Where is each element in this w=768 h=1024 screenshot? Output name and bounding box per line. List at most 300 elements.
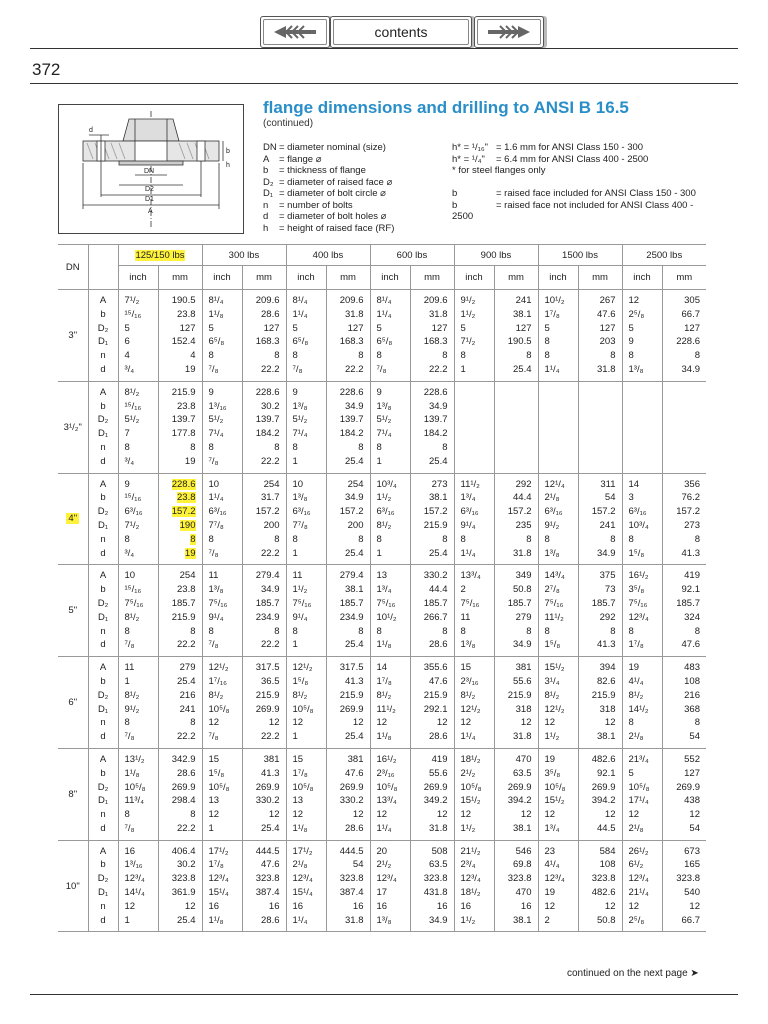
inch-cell: ³/₄ xyxy=(124,363,135,375)
inch-cell: ⁷/₈ xyxy=(208,731,219,743)
mm-value: 330.2 xyxy=(423,570,448,582)
mm-value: 41.3 xyxy=(597,639,616,651)
mm-cell xyxy=(411,858,448,872)
mm-cell xyxy=(663,569,701,583)
inch-cell: 2⁷/₈ xyxy=(544,584,560,596)
mm-cell xyxy=(579,519,616,533)
symbol-label: d xyxy=(100,822,106,834)
inch-cell: 12 xyxy=(292,809,304,821)
mm-cell xyxy=(495,533,532,547)
mm-cell xyxy=(663,625,701,639)
mm-value: 215.9 xyxy=(507,689,532,701)
inch-cell: 10 xyxy=(208,478,220,490)
mm-value: 324 xyxy=(684,611,700,623)
mm-cell xyxy=(159,478,196,492)
mm-cell xyxy=(327,386,364,400)
note-row xyxy=(452,211,696,223)
mm-cell xyxy=(495,491,532,505)
mm-values xyxy=(410,290,454,382)
inch-cell: ¹⁵/₁₆ xyxy=(124,492,142,504)
mm-cell xyxy=(159,569,196,583)
mm-cell xyxy=(327,781,364,795)
mm-cell xyxy=(411,753,448,767)
inch-cell: 8 xyxy=(124,441,130,453)
mm-cell xyxy=(663,455,701,469)
inch-cell: 8¹/₂ xyxy=(292,689,308,701)
flange-cross-section-drawing xyxy=(59,105,243,233)
inch-cell: 8 xyxy=(376,441,382,453)
mm-cell xyxy=(579,886,616,900)
inch-cell: 12 xyxy=(460,717,472,729)
inch-cell: 7¹/₂ xyxy=(124,295,140,306)
mm-cell xyxy=(411,781,448,795)
mm-cell xyxy=(663,386,701,400)
mm-value: 8 xyxy=(190,717,196,729)
flange-notes xyxy=(452,142,696,223)
inch-cell: 13 xyxy=(208,795,220,807)
mm-value: 30.2 xyxy=(177,859,196,871)
mm-values xyxy=(494,473,538,565)
mm-cell xyxy=(495,519,532,533)
inch-cell: 6³/₁₆ xyxy=(124,506,143,518)
mm-cell xyxy=(495,822,532,836)
pressure-class-header xyxy=(118,245,202,266)
contents-button[interactable] xyxy=(330,16,472,48)
mm-value: 50.8 xyxy=(513,584,532,596)
mm-value: 8 xyxy=(190,809,196,821)
mm-cell xyxy=(159,716,196,730)
mm-cell xyxy=(411,308,448,322)
next-page-button[interactable] xyxy=(474,16,544,48)
inch-cell: 1 xyxy=(460,363,466,375)
inch-cell: 11 xyxy=(292,570,303,582)
inch-cell: 5 xyxy=(628,767,634,779)
mm-value: 12 xyxy=(268,809,280,821)
mm-value: 323.8 xyxy=(423,873,448,885)
mm-cell xyxy=(495,386,532,400)
inch-cell: 1¹/₄ xyxy=(292,308,308,320)
mm-value: 8 xyxy=(694,533,700,545)
dn-size-label: 3¹/₂" xyxy=(63,421,82,433)
mm-value: 185.7 xyxy=(171,597,196,609)
inch-cell: 5¹/₂ xyxy=(376,414,392,426)
mm-value: 41.3 xyxy=(681,547,700,559)
mm-value: 185.7 xyxy=(423,597,448,609)
mm-cell xyxy=(411,808,448,822)
mm-values xyxy=(662,840,706,932)
mm-value: 47.6 xyxy=(597,308,616,320)
mm-cell xyxy=(327,858,364,872)
inch-cell: 1¹/₄ xyxy=(460,731,476,743)
mm-value: 8 xyxy=(190,533,196,545)
dn-group-row xyxy=(58,840,706,932)
inch-cell: 12 xyxy=(544,809,556,821)
inch-cell: 5¹/₂ xyxy=(208,414,224,426)
mm-value: 31.8 xyxy=(597,363,616,375)
mm-cell xyxy=(159,661,196,675)
mm-cell xyxy=(411,335,448,349)
inch-cell: 1³/₈ xyxy=(292,400,308,412)
symbol-label: n xyxy=(100,350,106,362)
mm-cell xyxy=(411,661,448,675)
inch-values xyxy=(202,381,242,473)
mm-cell xyxy=(663,547,701,561)
inch-cell: 1⁵/₈ xyxy=(208,767,225,779)
mm-cell xyxy=(411,703,448,717)
mm-value: 305 xyxy=(684,295,700,306)
mm-cell xyxy=(159,583,196,597)
inch-cell: 7¹/₄ xyxy=(292,428,308,440)
unit-header-row xyxy=(58,266,706,290)
mm-cell xyxy=(243,611,280,625)
mm-cell xyxy=(411,872,448,886)
mm-cell xyxy=(579,625,616,639)
mm-value: 92.1 xyxy=(681,584,700,596)
mm-value: 8 xyxy=(442,441,448,453)
mm-cell xyxy=(663,611,701,625)
mm-value: 184.2 xyxy=(423,428,448,440)
mm-value: 209.6 xyxy=(255,295,280,306)
inch-cell: 16 xyxy=(376,900,388,912)
inch-cell: 12³/₄ xyxy=(628,611,649,623)
mm-value: 22.2 xyxy=(177,639,196,651)
inch-cell: 9¹/₄ xyxy=(460,519,476,531)
mm-cell xyxy=(243,441,280,455)
mm-cell xyxy=(411,322,448,336)
symbol-label: n xyxy=(100,533,106,545)
note-row xyxy=(452,154,696,166)
symbol-label: d xyxy=(100,455,106,467)
inch-cell: 12 xyxy=(544,717,556,729)
inch-cell xyxy=(461,455,494,469)
inch-cell: 8 xyxy=(124,809,130,821)
prev-page-button[interactable] xyxy=(260,16,330,48)
inch-cell: 11¹/₂ xyxy=(376,703,396,715)
mm-cell xyxy=(579,611,616,625)
mm-value: 47.6 xyxy=(681,639,700,651)
mm-cell xyxy=(159,363,196,377)
mm-values xyxy=(242,748,286,840)
inch-cell: 8 xyxy=(292,441,298,453)
mm-value: 12 xyxy=(352,809,364,821)
mm-value: 12 xyxy=(604,809,616,821)
mm-cell xyxy=(579,661,616,675)
mm-cell xyxy=(411,491,448,505)
mm-value: 19 xyxy=(184,455,196,467)
mm-cell xyxy=(327,703,364,717)
inch-values xyxy=(622,381,662,473)
inch-cell: 6³/₁₆ xyxy=(628,506,647,518)
mm-value: 215.9 xyxy=(171,611,196,623)
legend-key: D₁ xyxy=(263,188,274,199)
mm-cell xyxy=(579,872,616,886)
symbol-label: b xyxy=(100,675,106,687)
mm-cell xyxy=(495,625,532,639)
mm-value: 165 xyxy=(684,859,700,871)
legend-key: D₂ xyxy=(263,176,274,188)
mm-cell xyxy=(495,505,532,519)
inch-cell: 2¹/₈ xyxy=(628,731,644,743)
mm-values xyxy=(410,840,454,932)
mm-cell xyxy=(579,363,616,377)
mm-cell xyxy=(411,427,448,441)
mm-cell xyxy=(159,491,196,505)
mm-cell xyxy=(411,519,448,533)
inch-cell: 8 xyxy=(124,717,130,729)
mm-values xyxy=(410,381,454,473)
inch-cell: 11¹/₂ xyxy=(460,478,480,490)
inch-cell: 6¹/₂ xyxy=(628,859,644,871)
inch-cell: ⁷/₈ xyxy=(124,731,135,743)
inch-values xyxy=(454,565,494,657)
mm-value: 157.2 xyxy=(339,506,364,518)
inch-cell: 3¹/₄ xyxy=(544,675,560,687)
mm-cell xyxy=(663,322,701,336)
unit-inch-header: inch xyxy=(370,266,410,290)
mm-cell xyxy=(579,767,616,781)
mm-cell xyxy=(411,845,448,859)
mm-value: 44.4 xyxy=(513,492,532,504)
mm-cell xyxy=(495,427,532,441)
inch-cell: 1⁷/₈ xyxy=(208,859,224,871)
dn-size-label: 5" xyxy=(68,605,78,617)
mm-value: 203 xyxy=(599,336,616,348)
mm-cell xyxy=(495,914,532,928)
symbol-column xyxy=(88,565,118,657)
mm-value: 127 xyxy=(684,322,700,334)
mm-cell xyxy=(327,569,364,583)
symbol-label: D₂ xyxy=(97,322,109,334)
mm-cell xyxy=(411,583,448,597)
mm-cell xyxy=(327,886,364,900)
mm-value: 12 xyxy=(604,900,616,912)
mm-value: 127 xyxy=(599,322,616,334)
inch-cell: 8¹/₂ xyxy=(544,689,560,701)
mm-cell xyxy=(579,400,616,414)
mm-values xyxy=(158,748,202,840)
mm-cell xyxy=(663,413,701,427)
symbol-label: D₁ xyxy=(97,795,109,807)
mm-value: 168.3 xyxy=(423,336,448,348)
mm-values xyxy=(578,657,622,749)
mm-value: 361.9 xyxy=(171,887,196,899)
mm-cell xyxy=(579,505,616,519)
mm-values xyxy=(326,840,370,932)
inch-values xyxy=(622,473,662,565)
inch-cell: 8¹/₂ xyxy=(460,689,476,701)
inch-cell: 12¹/₂ xyxy=(292,662,313,674)
mm-cell xyxy=(411,386,448,400)
mm-cell xyxy=(327,533,364,547)
mm-value: 139.7 xyxy=(255,414,280,426)
mm-value: 28.6 xyxy=(261,914,280,926)
double-right-arrow-icon xyxy=(486,24,532,40)
mm-value: 215.9 xyxy=(423,689,448,701)
inch-cell: 14 xyxy=(376,662,388,674)
mm-value: 190.5 xyxy=(507,336,532,348)
symbol-column xyxy=(88,290,118,382)
inch-cell: 8 xyxy=(208,350,214,362)
mm-value: 55.6 xyxy=(429,767,448,779)
mm-value: 241 xyxy=(179,703,196,715)
inch-values xyxy=(622,748,662,840)
inch-cell: 10⁵/₈ xyxy=(628,781,650,793)
inch-cell: 12 xyxy=(376,717,388,729)
inch-cell: 10⁵/₈ xyxy=(292,703,314,715)
mm-value: 431.8 xyxy=(423,887,448,899)
inch-cell: 8 xyxy=(208,441,214,453)
mm-value: 444.5 xyxy=(255,845,280,857)
mm-cell xyxy=(411,505,448,519)
mm-cell xyxy=(327,547,364,561)
mm-values xyxy=(578,748,622,840)
mm-cell xyxy=(327,308,364,322)
inch-cell: 9 xyxy=(292,386,298,398)
mm-values xyxy=(158,840,202,932)
mm-value: 269.9 xyxy=(171,781,196,793)
inch-cell: 1⁷/₈ xyxy=(292,767,308,779)
mm-cell xyxy=(495,294,532,308)
mm-cell xyxy=(327,427,364,441)
mm-values xyxy=(410,748,454,840)
legend-row xyxy=(263,223,394,235)
mm-value: 38.1 xyxy=(513,914,532,926)
mm-cell xyxy=(159,505,196,519)
pressure-class-header xyxy=(622,245,706,266)
inch-cell: 26¹/₂ xyxy=(628,845,649,857)
mm-value: 200 xyxy=(263,519,280,531)
mm-values xyxy=(326,657,370,749)
mm-cell xyxy=(411,569,448,583)
inch-cell: 8¹/₂ xyxy=(208,689,224,701)
mm-value: 209.6 xyxy=(339,295,364,306)
mm-value: 31.8 xyxy=(513,731,532,743)
inch-cell: 8 xyxy=(544,336,550,348)
symbol-label: d xyxy=(100,914,106,926)
mm-value: 482.6 xyxy=(591,887,616,899)
mm-cell xyxy=(579,716,616,730)
unit-inch-header: inch xyxy=(202,266,242,290)
pressure-class-label: 400 lbs xyxy=(312,249,344,261)
mm-cell xyxy=(243,294,280,308)
inch-cell: 12 xyxy=(628,809,640,821)
inch-cell: 9 xyxy=(208,386,214,398)
mm-value: 269.9 xyxy=(676,781,700,793)
mm-value: 228.6 xyxy=(676,336,700,348)
mm-value: 19 xyxy=(184,547,196,559)
dn-size xyxy=(58,290,88,382)
note-value: = 1.6 mm for ANSI Class 150 - 300 xyxy=(496,142,644,153)
inch-cell: 15¹/₄ xyxy=(208,887,229,899)
legend-key: d xyxy=(263,211,269,222)
mm-cell xyxy=(159,386,196,400)
mm-value: 552 xyxy=(684,753,700,765)
pressure-class-label: 600 lbs xyxy=(396,249,428,261)
unit-inch-header: inch xyxy=(454,266,494,290)
inch-cell: 7⁷/₈ xyxy=(292,519,308,531)
mm-values xyxy=(410,657,454,749)
mm-cell xyxy=(243,386,280,400)
inch-cell: ¹⁵/₁₆ xyxy=(124,584,142,596)
mm-value: 209.6 xyxy=(423,295,448,306)
mm-cell xyxy=(327,845,364,859)
inch-values xyxy=(370,381,410,473)
mm-value: 36.5 xyxy=(261,675,280,687)
inch-cell: 5¹/₂ xyxy=(292,414,308,426)
inch-cell: ⁷/₈ xyxy=(208,639,219,651)
pressure-class-header xyxy=(286,245,370,266)
inch-values xyxy=(286,748,326,840)
mm-value: 215.9 xyxy=(423,519,448,531)
inch-cell: 12³/₄ xyxy=(544,873,565,885)
mm-value: 269.9 xyxy=(339,703,364,715)
mm-cell xyxy=(411,455,448,469)
mm-cell xyxy=(327,441,364,455)
mm-cell xyxy=(579,569,616,583)
note-row xyxy=(452,142,696,154)
mm-cell xyxy=(579,808,616,822)
mm-cell xyxy=(495,569,532,583)
mm-cell xyxy=(579,675,616,689)
mm-value: 269.9 xyxy=(507,781,532,793)
symbol-label: A xyxy=(99,295,107,306)
mm-value: 470 xyxy=(515,753,532,765)
inch-cell: 3⁵/₈ xyxy=(628,584,645,596)
mm-cell xyxy=(159,858,196,872)
legend-row xyxy=(263,177,394,189)
inch-cell: 16 xyxy=(460,900,472,912)
symbol-label: n xyxy=(100,900,106,912)
inch-cell: 5 xyxy=(544,322,550,334)
dn-size-label: 10" xyxy=(65,880,80,892)
mm-value: 25.4 xyxy=(177,675,196,687)
inch-cell: 1³/₁₆ xyxy=(124,859,143,871)
mm-value: 22.2 xyxy=(429,363,448,375)
mm-cell xyxy=(495,900,532,914)
dn-size xyxy=(58,657,88,749)
inch-cell: 1¹/₂ xyxy=(460,914,476,926)
mm-values xyxy=(578,290,622,382)
mm-value: 34.9 xyxy=(513,639,532,651)
mm-value: 63.5 xyxy=(429,859,448,871)
mm-value: 8 xyxy=(274,625,280,637)
mm-values xyxy=(494,290,538,382)
mm-value: 25.4 xyxy=(429,455,448,467)
inch-values xyxy=(622,657,662,749)
mm-value: 394.2 xyxy=(591,795,616,807)
inch-cell: 2¹/₈ xyxy=(628,822,644,834)
symbol-label: D₁ xyxy=(97,519,109,531)
mm-cell xyxy=(663,794,701,808)
mm-cell xyxy=(159,349,196,363)
mm-cell xyxy=(411,400,448,414)
inch-cell: 8 xyxy=(292,625,298,637)
symbol-label: A xyxy=(99,570,107,582)
mm-value: 8 xyxy=(526,533,532,545)
mm-cell xyxy=(327,822,364,836)
inch-cell: 10³/₄ xyxy=(376,478,397,490)
mm-value: 23.8 xyxy=(177,400,196,412)
mm-cell xyxy=(411,914,448,928)
inch-values xyxy=(622,565,662,657)
mm-cell xyxy=(663,597,701,611)
mm-value: 34.9 xyxy=(429,914,448,926)
inch-cell: 1³/₄ xyxy=(460,492,476,504)
inch-values xyxy=(370,657,410,749)
inch-cell: 14³/₄ xyxy=(544,570,565,582)
mm-cell xyxy=(579,753,616,767)
inch-cell: 2¹/₂ xyxy=(376,859,392,871)
